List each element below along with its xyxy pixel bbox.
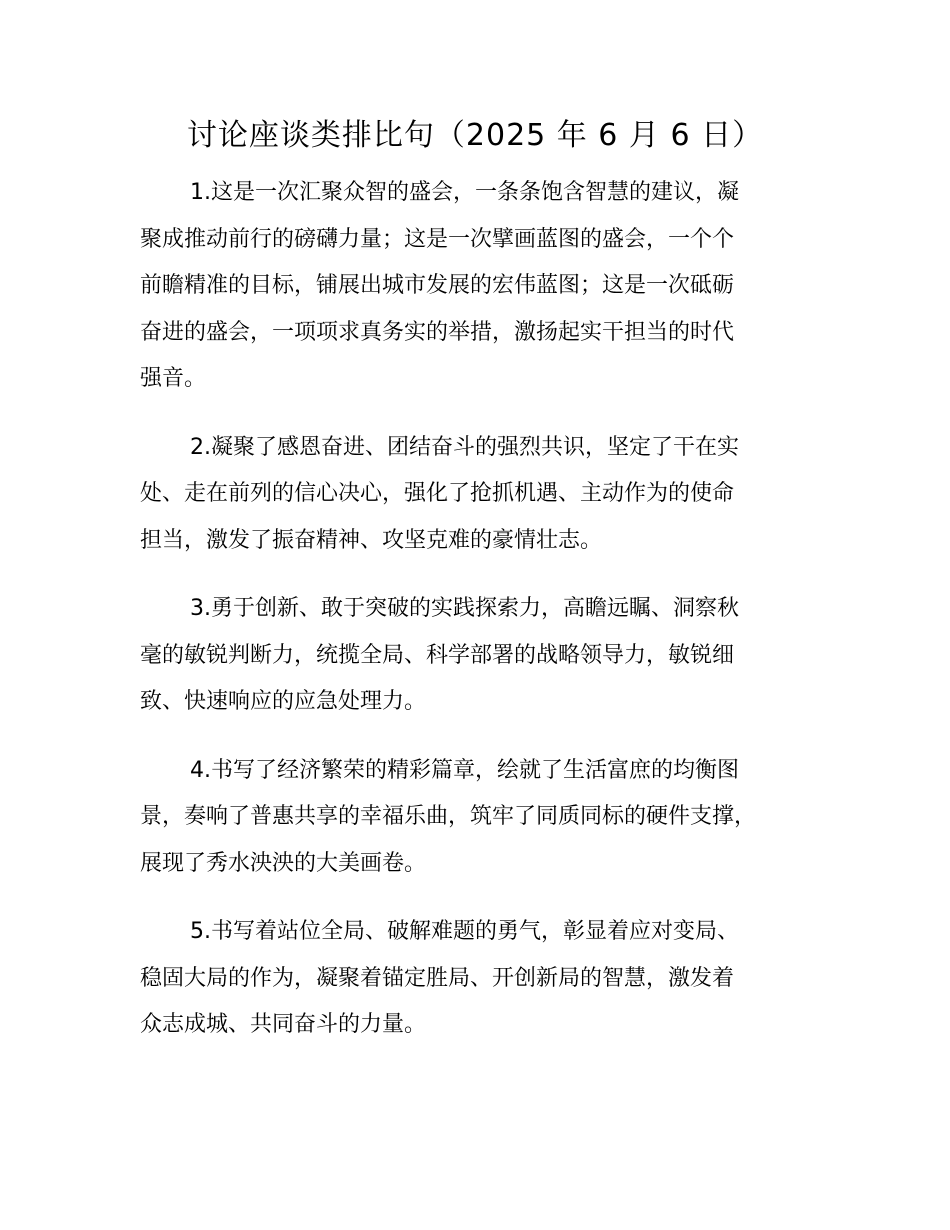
document-title: 讨论座谈类排比句（2025 年 6 月 6 日） (186, 118, 764, 153)
paragraph-line: 1.这是一次汇聚众智的盛会，一条条饱含智慧的建议，凝 (190, 180, 739, 205)
paragraph-line: 景，奏响了普惠共享的幸福乐曲，筑牢了同质同标的硬件支撑， (140, 804, 757, 829)
paragraph-line: 5.书写着站位全局、破解难题的勇气，彰显着应对变局、 (190, 919, 739, 944)
paragraph-line: 稳固大局的作为，凝聚着锚定胜局、开创新局的智慧，激发着 (140, 965, 735, 991)
paragraph-line: 毫的敏锐判断力，统揽全局、科学部署的战略领导力，敏锐细 (140, 642, 735, 668)
paragraph-line: 处、走在前列的信心决心，强化了抢抓机遇、主动作为的使命 (140, 481, 735, 506)
paragraph-line: 担当，激发了振奋精神、攻坚克难的豪情壮志。 (140, 527, 603, 553)
paragraph-line: 致、快速响应的应急处理力。 (140, 689, 427, 714)
paragraph-5 (140, 909, 830, 1049)
paragraph-line: 展现了秀水泱泱的大美画卷。 (140, 850, 427, 876)
paragraph-line: 奋进的盛会，一项项求真务实的举措，激扬起实干担当的时代 (140, 319, 735, 345)
paragraph-3 (140, 586, 830, 726)
paragraph-line: 聚成推动前行的磅礴力量；这是一次擘画蓝图的盛会，一个个 (140, 226, 735, 252)
paragraph-line: 2.凝聚了感恩奋进、团结奋斗的强烈共识，坚定了干在实 (190, 434, 739, 460)
paragraph-line: 前瞻精准的目标，铺展出城市发展的宏伟蓝图；这是一次砥砺 (140, 273, 735, 298)
document-body (140, 170, 830, 1071)
paragraph-4 (140, 748, 830, 888)
paragraph-line: 强音。 (140, 366, 207, 391)
paragraph-line: 众志成城、共同奋斗的力量。 (140, 1012, 427, 1037)
paragraph-line: 3.勇于创新、敢于突破的实践探索力，高瞻远瞩、洞察秋 (190, 596, 739, 621)
paragraph-1 (140, 170, 830, 403)
paragraph-2 (140, 425, 830, 565)
paragraph-line: 4.书写了经济繁荣的精彩篇章，绘就了生活富庶的均衡图 (190, 757, 739, 783)
